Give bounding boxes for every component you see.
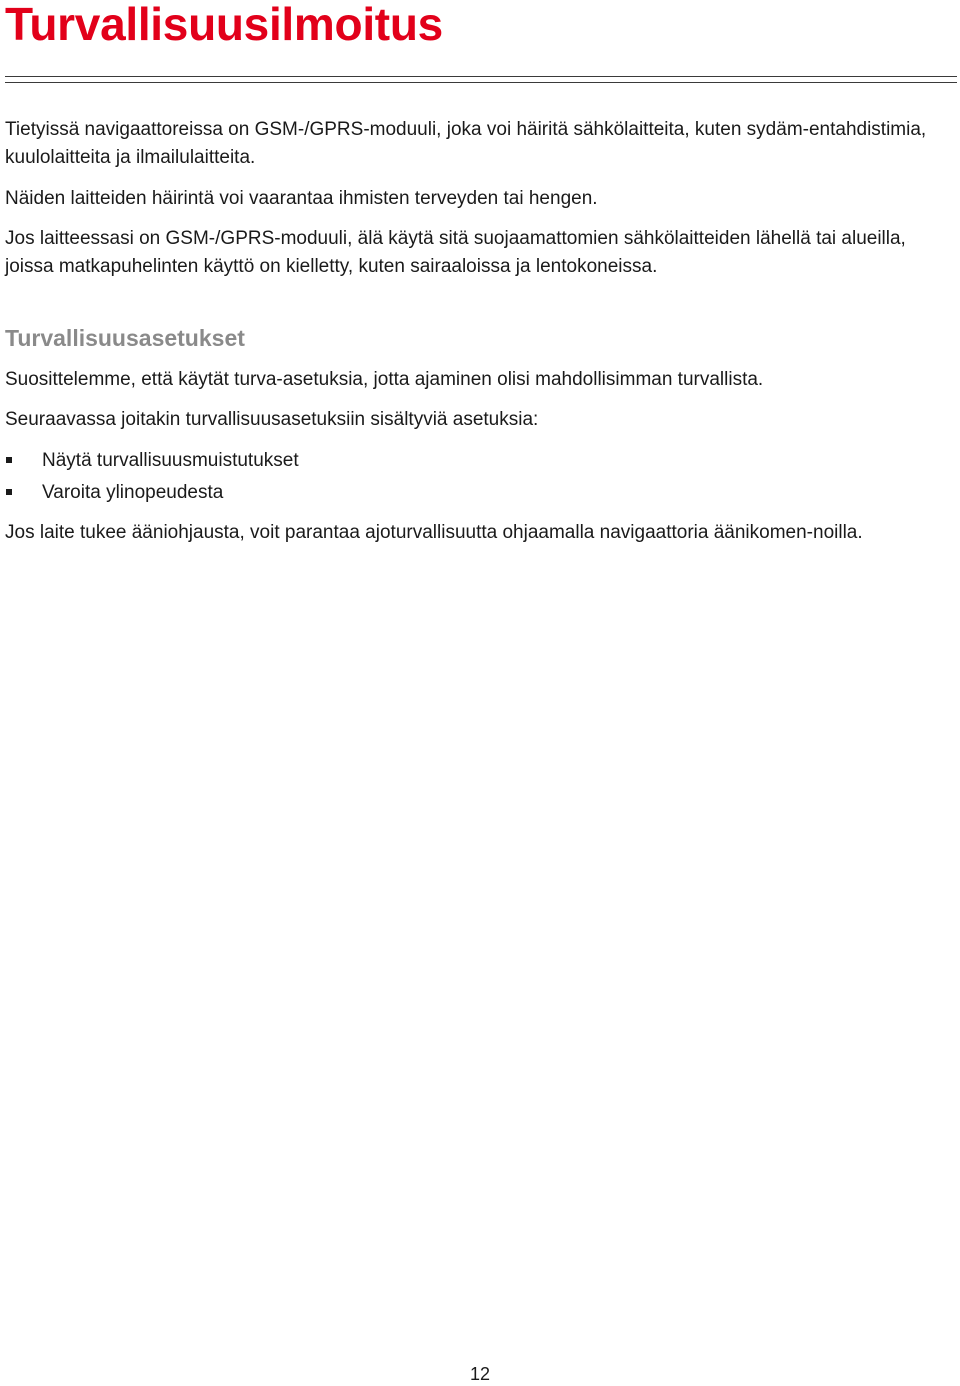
safety-recommendation-text: Suosittelemme, että käytät turva-asetuksia, jotta ajaminen olisi mahdollisimman turvallista.: [5, 369, 764, 390]
list-item-label: Näytä turvallisuusmuistutukset: [42, 450, 299, 471]
page-number: 12: [469, 1364, 491, 1384]
intro-paragraph-usage-restriction: Jos laitteessasi on GSM-/GPRS-moduuli, älä käytä sitä suojaamattomien sähkölaitteiden lähellä tai alueilla, joissa matkapuhelinten käyttö on kielletty, kuten sairaaloissa ja lentokoneissa.: [5, 228, 906, 277]
intro-paragraph-health-risk: Näiden laitteiden häirintä voi vaarantaa ihmisten terveyden tai hengen.: [5, 188, 598, 209]
square-bullet-icon: [6, 489, 12, 495]
safety-list-intro: Seuraavassa joitakin turvallisuusasetuksiin sisältyviä asetuksia:: [5, 409, 539, 430]
title-divider: [5, 76, 957, 83]
square-bullet-icon: [6, 457, 12, 463]
list-item: [5, 447, 299, 479]
list-item-label: Varoita ylinopeudesta: [42, 482, 224, 503]
section-heading-safety-settings: Turvallisuusasetukset: [5, 325, 245, 351]
safety-settings-list: [5, 447, 299, 511]
list-item: [5, 479, 299, 511]
page-title: Turvallisuusilmoitus: [5, 0, 443, 50]
voice-control-note: Jos laite tukee ääniohjausta, voit parantaa ajoturvallisuutta ohjaamalla navigaattoria äänikomen-noilla.: [5, 522, 863, 543]
intro-paragraph-gsm-module: Tietyissä navigaattoreissa on GSM-/GPRS-moduuli, joka voi häiritä sähkölaitteita, kuten sydäm-entahdistimia, kuulolaitteita ja ilmailulaitteita.: [5, 119, 927, 168]
